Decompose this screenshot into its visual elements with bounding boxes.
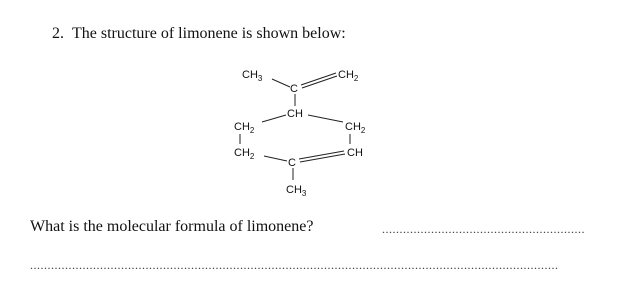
double-bond-c-ch2-a [301,73,336,85]
ch2-left-lower-label: $CH_2$ [234,147,255,161]
double-bond-c-ch2-b [302,76,337,88]
question-number: 2. [52,25,64,42]
ch2-top-label: $CH_2$ [338,69,359,83]
question-heading [52,25,346,43]
bond-ch3-c [272,79,290,87]
question-prompt: What is the molecular formula of limonene? [30,218,314,235]
bond-ch2-c-bottom [264,156,287,161]
bond-ch-ch2-left [262,115,286,122]
ch2-left-upper-label: $CH_2$ [234,121,255,135]
ch3-top-label: $CH_3$ [242,69,263,83]
c-top-label: C [290,83,298,95]
ch2-right-upper-label: $CH_2$ [345,121,366,135]
ch-ring-label: CH [287,108,303,120]
bond-ch-ch2-right [308,115,343,122]
ch-right-lower-label: CH [347,147,363,159]
answer-line-1[interactable]: .......................................................... [382,222,585,236]
ch3-bottom-label: $CH_3$ [286,184,307,198]
answer-line-2[interactable]: ....................................................................................................................................................... [30,258,559,272]
limonene-structure-diagram [220,60,420,200]
c-bottom-label: C [288,157,296,169]
question-heading-text: The structure of limonene is shown below: [72,25,346,42]
